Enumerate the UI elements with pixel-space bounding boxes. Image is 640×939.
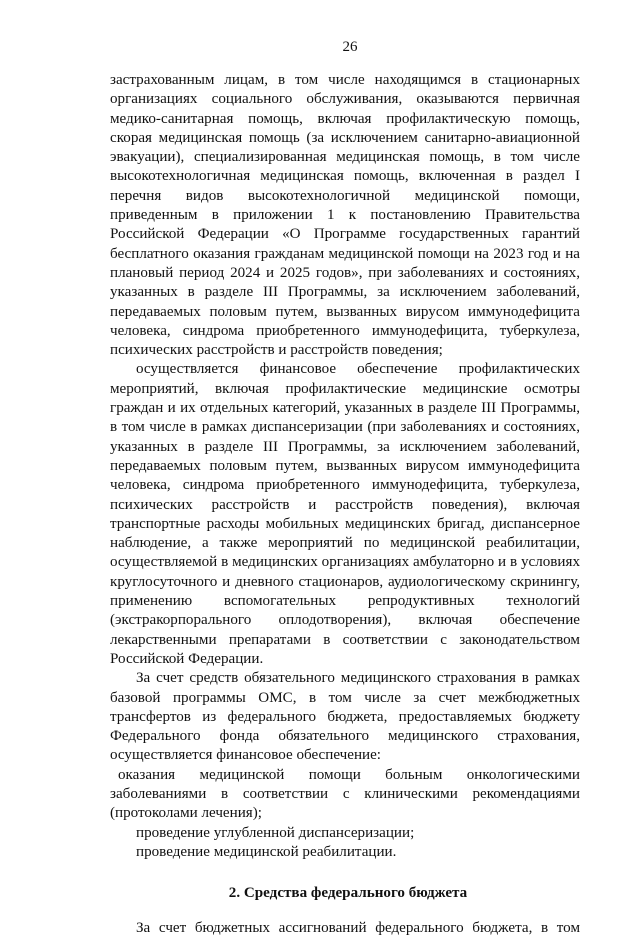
list-item-dispensary: проведение углубленной диспансеризации; (136, 824, 415, 841)
document-body (110, 71, 580, 862)
list-item-rehabilitation: проведение медицинской реабилитации. (136, 843, 397, 860)
paragraph-federal-budget: За счет бюджетных ассигнований федерального бюджета, в том (136, 920, 580, 937)
list-item-oncology: оказания медицинской помощи больным онкологическими заболеваниями в соответствии с клиническими рекомендациями (протоколами лечения); (110, 766, 580, 822)
document-body-continued (110, 919, 580, 938)
page-number: 26 (342, 39, 358, 55)
paragraph-continuation: застрахованным лицам, в том числе находящимся в стационарных организациях социального обслуживания, оказываются первичная медико-санитарная помощь, включая профилактическую помощь, скорая медицинская помощь (за исключением санитарно-авиационной эвакуации), специализированная медицинская помощь, в том числе высокотехнологичная медицинская помощь, включенная в раздел I перечня видов высокотехнологичной медицинской помощи, приведенным в приложении 1 к постановлению Правительства Российской Федерации «О Программе государственных гарантий бесплатного оказания гражданам медицинской помощи на 2023 год и на плановый период 2024 и 2025 годов», при заболеваниях и состояниях, указанных в разделе III Программы, за исключением заболеваний, передаваемых половым путем, вызванных вирусом иммунодефицита человека, синдрома приобретенного иммунодефицита, туберкулеза, психических расстройств и расстройств поведения; (110, 72, 580, 359)
paragraph-preventive-measures: осуществляется финансовое обеспечение профилактических мероприятий, включая профилактические медицинские осмотры граждан и их отдельных категорий, указанных в разделе III Программы, в том числе в рамках диспансеризации (при заболеваниях и состояниях, указанных в разделе III Программы, за исключением заболеваний, передаваемых половым путем, вызванных вирусом иммунодефицита человека, синдрома приобретенного иммунодефицита, туберкулеза, психических расстройств и расстройств поведения), включая транспортные расходы мобильных медицинских бригад, диспансерное наблюдение, а также мероприятий по медицинской реабилитации, осуществляемой в медицинских организациях амбулаторно и в условиях круглосуточного и дневного стационаров, аудиологическому скринингу, применению вспомогательных репродуктивных технологий (экстракорпорального оплодотворения), включая обеспечение лекарственными препаратами в соответствии с законодательством Российской Федерации. (110, 361, 580, 667)
section-heading: 2. Средства федерального бюджета (228, 885, 468, 902)
paragraph-oms-funding: За счет средств обязательного медицинского страхования в рамках базовой программы ОМС, в том числе за счет межбюджетных трансфертов из федерального бюджета, предоставляемых бюджету Федерального фонда обязательного медицинского страхования, осуществляется финансовое обеспечение: (110, 670, 580, 764)
